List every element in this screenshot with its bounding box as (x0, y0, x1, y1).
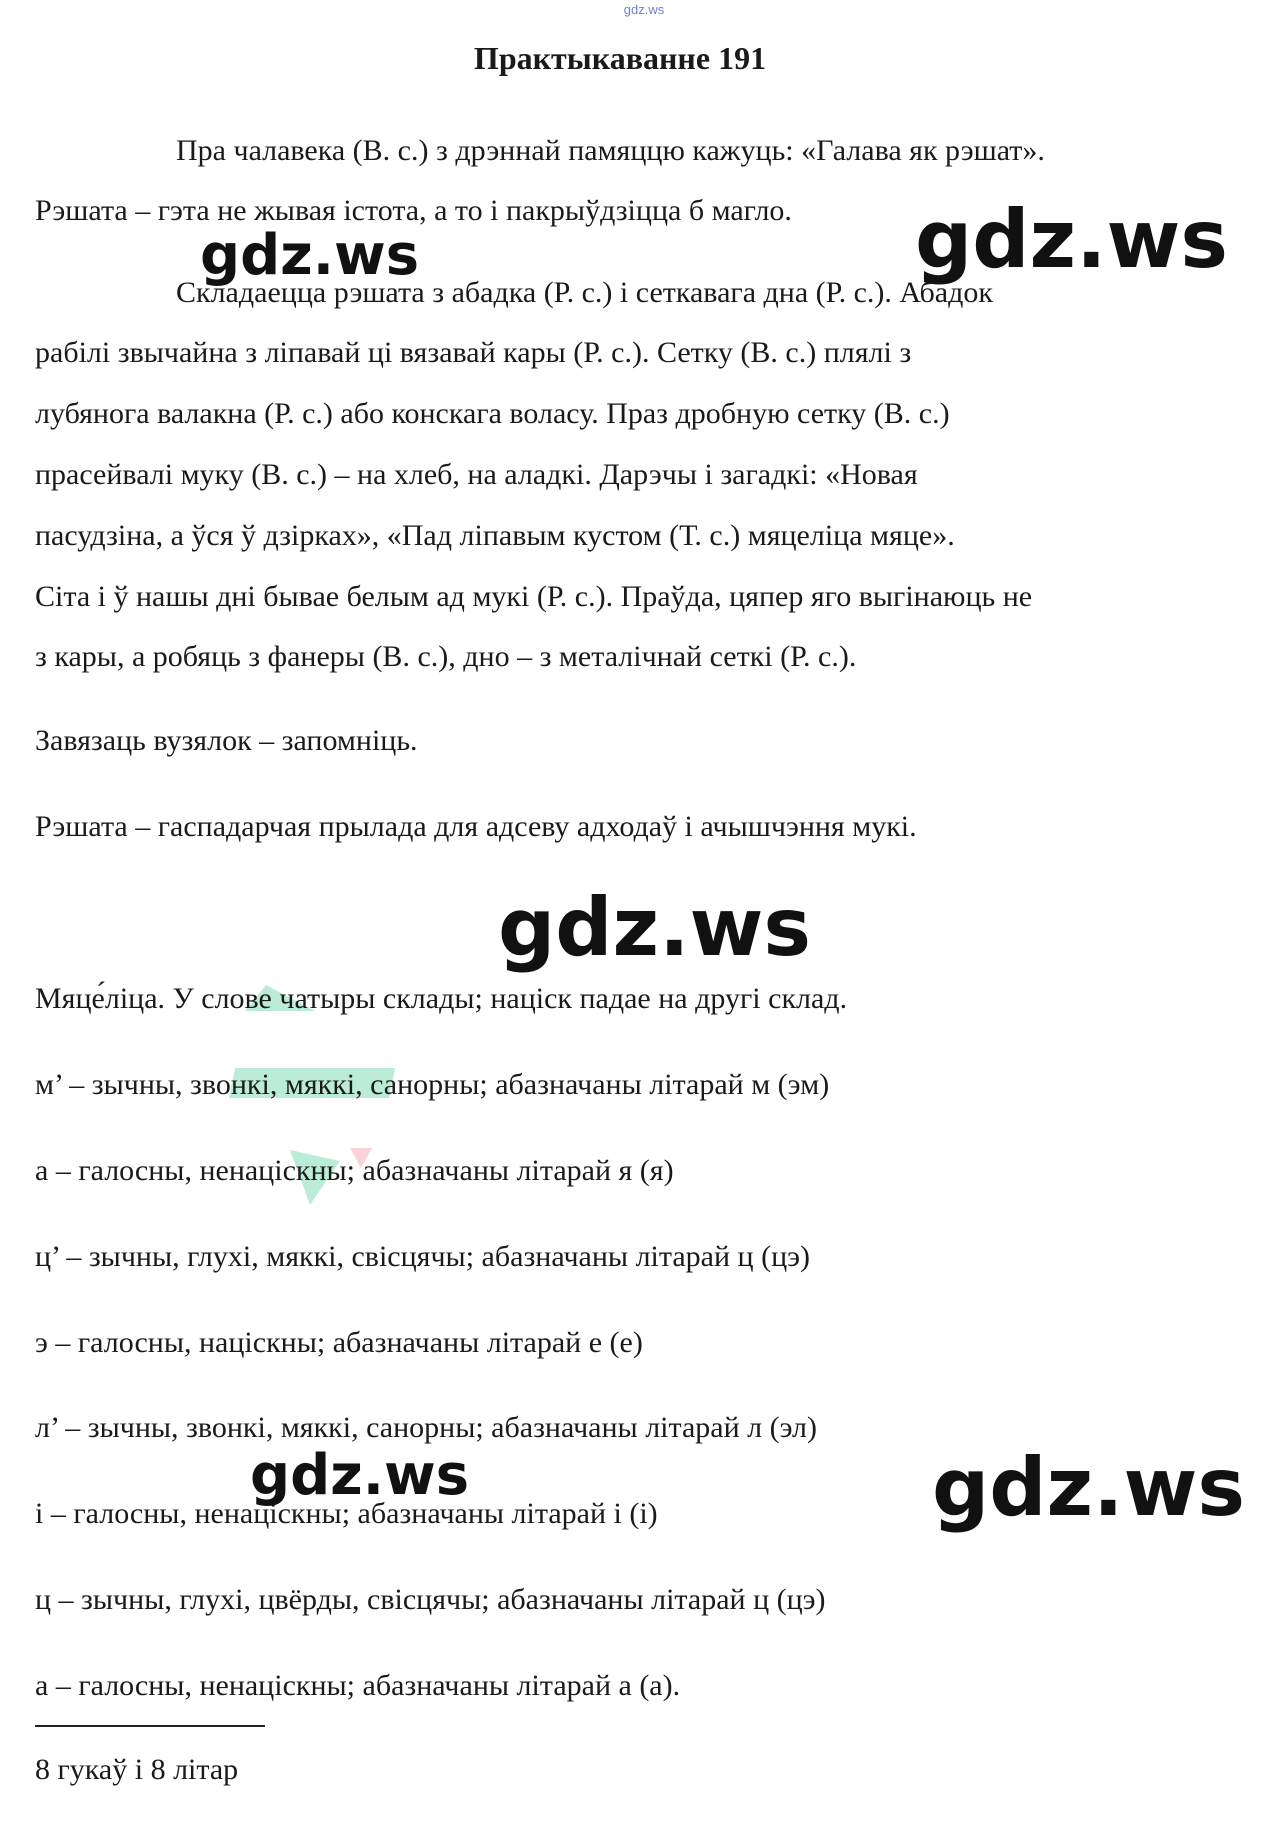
analysis-intro: Мяце́ліца. У слове чатыры склады; націск падае на другі склад. (35, 982, 848, 1015)
text-line: Завязаць вузялок – запомніць. (35, 724, 418, 757)
text-line: Рэшата – гаспадарчая прылада для адсеву адходаў і ачышчэння мукі. (35, 810, 917, 843)
phonetic-item: э – галосны, націскны; абазначаны літарай е (е) (35, 1326, 643, 1359)
phonetic-item: і – галосны, ненаціскны; абазначаны літарай і (і) (35, 1497, 658, 1530)
phonetic-item: ц – зычны, глухі, цвёрды, свісцячы; абазначаны літарай ц (цэ) (35, 1583, 826, 1616)
text-line: рабілі звычайна з ліпавай ці вязавай кары (Р. с.). Сетку (В. с.) плялі з (35, 336, 912, 369)
phonetic-item: а – галосны, ненаціскны; абазначаны літарай а (а). (35, 1669, 681, 1702)
footnote-total: 8 гукаў і 8 літар (35, 1753, 239, 1786)
top-watermark: gdz.ws (623, 2, 665, 17)
phonetic-item: л’ – зычны, звонкі, мяккі, санорны; абазначаны літарай л (эл) (35, 1411, 817, 1444)
watermark: gdz.ws (200, 223, 420, 288)
text-line: пасудзіна, а ўся ў дзірках», «Пад ліпавым кустом (Т. с.) мяцеліца мяце». (35, 519, 955, 552)
text-line: Сіта і ў нашы дні бывае белым ад мукі (Р. с.). Праўда, цяпер яго выгінаюць не (35, 580, 1033, 613)
page-title: Практыкаванне 191 (473, 40, 767, 76)
phonetic-item: ц’ – зычны, глухі, мяккі, свісцячы; абазначаны літарай ц (цэ) (35, 1240, 811, 1273)
watermark: gdz.ws (250, 1443, 470, 1508)
watermark: gdz.ws (498, 881, 812, 974)
text-line: Пра чалавека (В. с.) з дрэннай памяццю кажуць: «Галава як рэшат». (176, 134, 1045, 167)
watermark: gdz.ws (932, 1441, 1246, 1534)
text-line: лубянога валакна (Р. с.) або конскага воласу. Праз дробную сетку (В. с.) (35, 397, 950, 430)
text-line: прасейвалі муку (В. с.) – на хлеб, на аладкі. Дарэчы і загадкі: «Новая (35, 458, 918, 491)
watermark: gdz.ws (915, 193, 1229, 286)
text-line: Складаецца рэшата з абадка (Р. с.) і сеткавага дна (Р. с.). Абадок (176, 276, 993, 309)
phonetic-item: м’ – зычны, звонкі, мяккі, санорны; абазначаны літарай м (эм) (35, 1068, 830, 1101)
footnote-divider (35, 1725, 265, 1727)
phonetic-item: а – галосны, ненаціскны; абазначаны літарай я (я) (35, 1154, 674, 1187)
text-line: Рэшата – гэта не жывая істота, а то і пакрыўдзіцца б магло. (35, 194, 792, 227)
text-line: з кары, а робяць з фанеры (В. с.), дно – з металічнай сеткі (Р. с.). (35, 640, 857, 673)
